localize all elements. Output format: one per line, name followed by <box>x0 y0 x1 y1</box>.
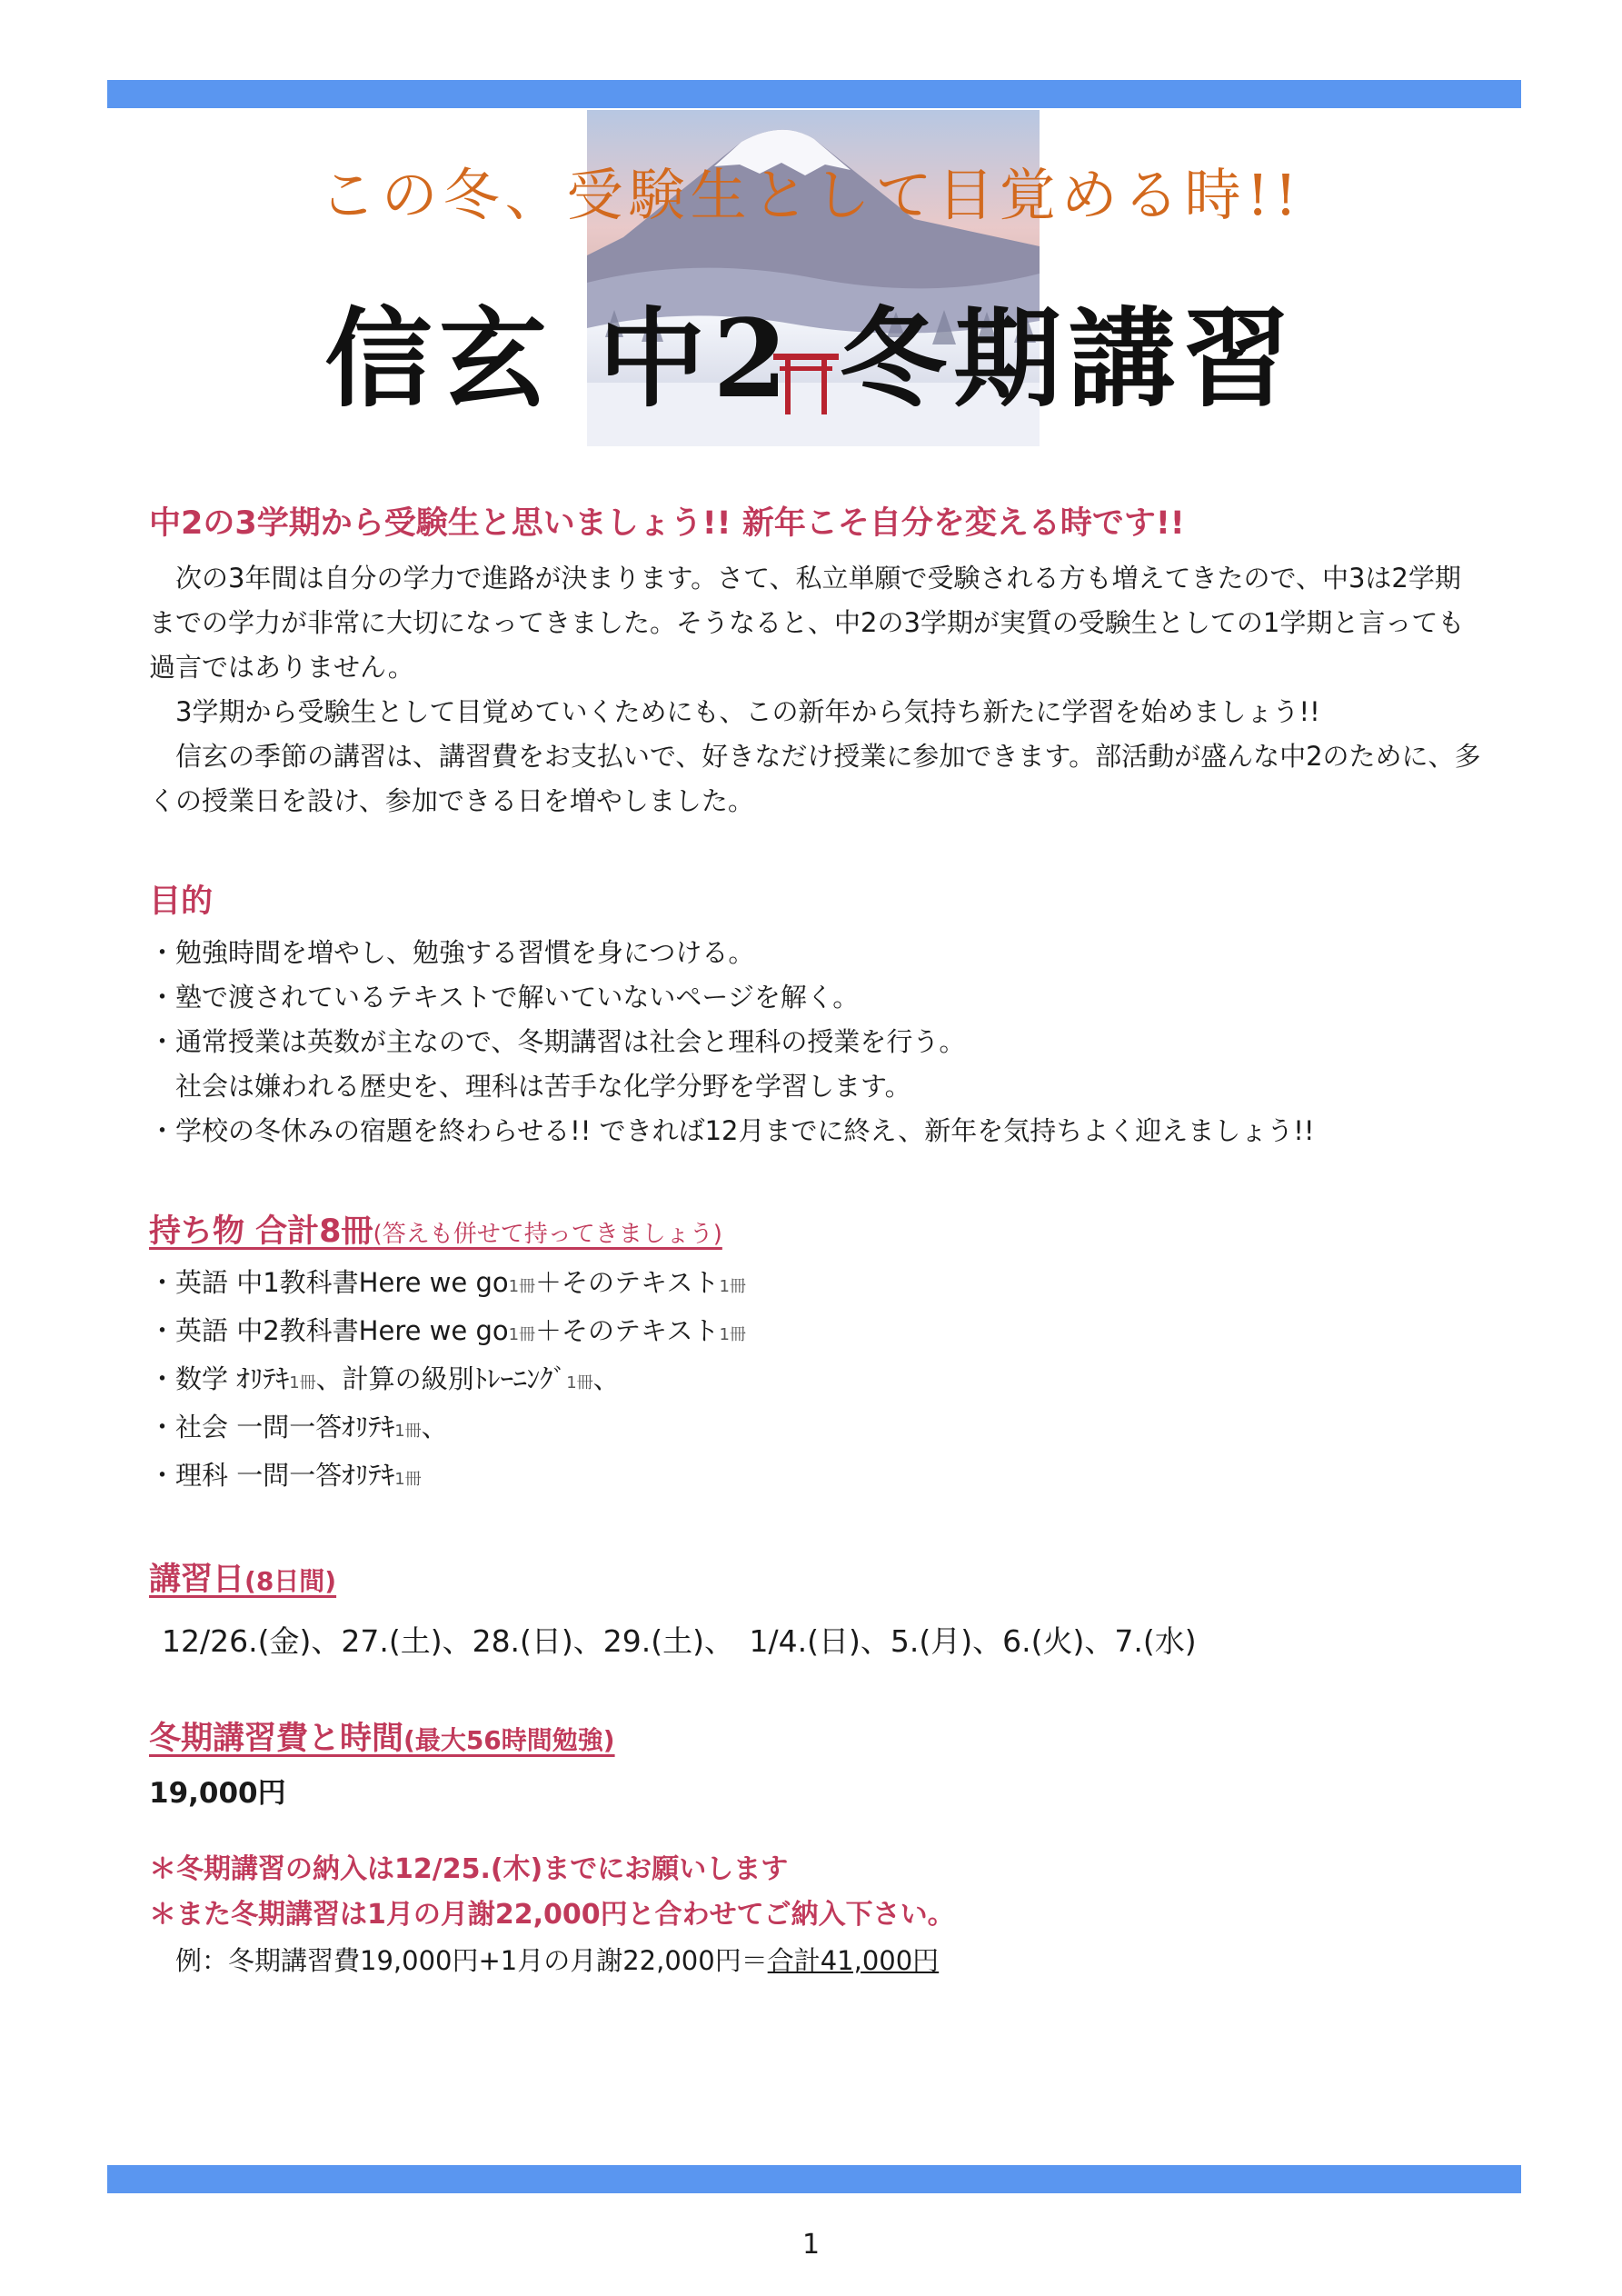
belongings-item: ・社会 一問一答ｵﾘﾃｷ1冊、 <box>149 1412 448 1442</box>
main-content <box>149 498 1485 1983</box>
intro-paragraph: 3学期から受験生として目覚めていくためにも、この新年から気持ち新たに学習を始めましょう!! <box>175 696 1320 727</box>
fee-price: 19,000円 <box>149 1777 286 1810</box>
belongings-item: ・英語 中2教科書Here we go1冊＋そのテキスト1冊 <box>149 1315 746 1346</box>
belongings-heading <box>149 1206 1485 1252</box>
fee-heading-note: (最大56時間勉強) <box>403 1725 615 1755</box>
intro-headline: 中2の3学期から受験生と思いましょう!! 新年こそ自分を変える時です!! <box>149 505 1185 542</box>
top-accent-bar <box>107 80 1521 108</box>
schedule-heading <box>149 1554 1485 1600</box>
schedule-heading-note: (8日間) <box>244 1566 337 1596</box>
belongings-heading-text: 持ち物 合計8冊 <box>149 1213 373 1250</box>
fee-note: ＊冬期講習の納入は12/25.(木)までにお願いします <box>149 1853 789 1885</box>
fee-example-prefix: 例：冬期講習費19,000円+1月の月謝22,000円＝ <box>175 1945 768 1976</box>
fee-example-total: 合計41,000円 <box>767 1945 940 1976</box>
page-title: 信玄 中2 冬期講習 <box>324 295 1298 422</box>
bottom-accent-bar <box>107 2165 1521 2193</box>
fee-heading <box>149 1713 1485 1759</box>
fee-heading-text: 冬期講習費と時間 <box>149 1721 404 1757</box>
purpose-heading: 目的 <box>149 883 214 920</box>
purpose-item: ・通常授業は英数が主なので、冬期講習は社会と理科の授業を行う。 <box>149 1026 966 1057</box>
schedule-dates: 12/26.(金)、27.(土)、28.(日)、29.(土)、 1/4.(日)、5.(月)、6.(火)、7.(水) <box>162 1623 1197 1659</box>
belongings-heading-note: (答えも併せて持ってきましょう) <box>373 1221 722 1248</box>
purpose-item: ・学校の冬休みの宿題を終わらせる!! できれば12月までに終え、新年を気持ちよく迎えましょう!! <box>149 1115 1315 1146</box>
fee-note: ＊また冬期講習は1月の月謝22,000円と合わせてご納入下さい。 <box>149 1899 955 1931</box>
purpose-item: 社会は嫌われる歴史を、理科は苦手な化学分野を学習します。 <box>175 1071 911 1102</box>
belongings-item: ・英語 中1教科書Here we go1冊＋そのテキスト1冊 <box>149 1267 746 1298</box>
tagline: この冬、受験生として目覚める時!! <box>319 162 1303 228</box>
purpose-item: ・勉強時間を増やし、勉強する習慣を身につける。 <box>149 937 755 968</box>
belongings-item: ・理科 一問一答ｵﾘﾃｷ1冊 <box>149 1460 422 1491</box>
intro-paragraph: 次の3年間は自分の学力で進路が決まります。さて、私立単願で受験される方も増えてきたので、中3は2学期までの学力が非常に大切になってきました。そうなると、中2の3学期が実質の受験生としての1学期と言っても過言ではありません。 <box>149 563 1465 683</box>
fee-example <box>149 1938 1485 1983</box>
purpose-item: ・塾で渡されているテキストで解いていないページを解く。 <box>149 982 860 1013</box>
intro-paragraph: 信玄の季節の講習は、講習費をお支払いで、好きなだけ授業に参加できます。部活動が盛んな中2のために、多くの授業日を設け、参加できる日を増やしました。 <box>149 741 1481 816</box>
belongings-item: ・数学 ｵﾘﾃｷ1冊、計算の級別ﾄﾚｰﾆﾝｸﾞ1冊、 <box>149 1363 620 1394</box>
schedule-heading-text: 講習日 <box>149 1562 245 1598</box>
page-number: 1 <box>801 2229 821 2261</box>
